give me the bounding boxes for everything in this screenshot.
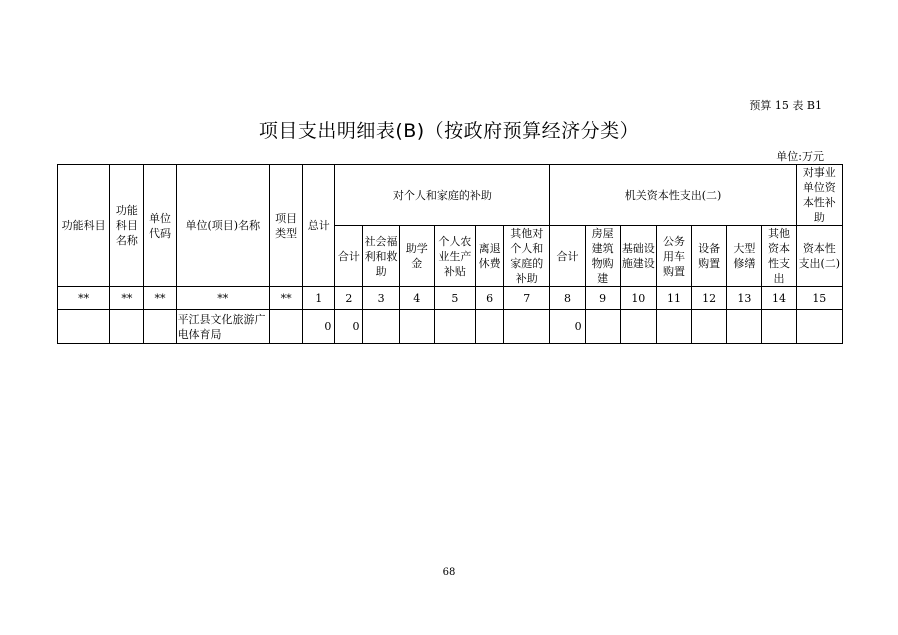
cell-empty xyxy=(727,310,762,344)
cell-empty xyxy=(399,310,434,344)
header-capital-total: 合计 xyxy=(550,226,585,287)
index-cell: 12 xyxy=(692,287,727,310)
index-cell: ** xyxy=(144,287,176,310)
header-household-scholarship: 助学金 xyxy=(399,226,434,287)
header-capital-group: 机关资本性支出(二) xyxy=(550,165,796,226)
header-household-agri: 个人农业生产补贴 xyxy=(434,226,475,287)
header-unit-name: 单位(项目)名称 xyxy=(176,165,269,287)
budget-table xyxy=(57,164,843,344)
cell-household-total: 0 xyxy=(335,310,363,344)
header-capital-building: 房屋建筑物购建 xyxy=(585,226,620,287)
header-capital-equipment: 设备购置 xyxy=(692,226,727,287)
cell-empty xyxy=(476,310,504,344)
index-cell: 11 xyxy=(656,287,691,310)
index-cell: 3 xyxy=(363,287,399,310)
index-cell: 10 xyxy=(620,287,656,310)
cell-func-name xyxy=(110,310,144,344)
index-cell: 7 xyxy=(504,287,550,310)
unit-label: 单位:万元 xyxy=(776,150,824,163)
header-proj-type: 项目类型 xyxy=(270,165,303,287)
table-row xyxy=(58,310,843,344)
cell-func-subject xyxy=(58,310,110,344)
cell-proj-type xyxy=(270,310,303,344)
index-cell: 6 xyxy=(476,287,504,310)
index-cell: 4 xyxy=(399,287,434,310)
index-cell: 9 xyxy=(585,287,620,310)
header-func-name: 功能科目名称 xyxy=(110,165,144,287)
index-cell: ** xyxy=(270,287,303,310)
index-cell: 2 xyxy=(335,287,363,310)
cell-empty xyxy=(434,310,475,344)
cell-empty xyxy=(363,310,399,344)
cell-empty xyxy=(504,310,550,344)
cell-unit-code xyxy=(144,310,176,344)
cell-total: 0 xyxy=(303,310,335,344)
cell-empty xyxy=(762,310,796,344)
header-household-retire: 离退休费 xyxy=(476,226,504,287)
index-cell: ** xyxy=(176,287,269,310)
index-cell: ** xyxy=(110,287,144,310)
cell-empty xyxy=(796,310,842,344)
header-capital-other: 其他资本性支出 xyxy=(762,226,796,287)
header-household-total: 合计 xyxy=(335,226,363,287)
page-number: 68 xyxy=(442,567,456,578)
index-cell: 15 xyxy=(796,287,842,310)
cell-capital-total: 0 xyxy=(550,310,585,344)
header-func-subject: 功能科目 xyxy=(58,165,110,287)
cell-empty xyxy=(585,310,620,344)
header-household-group: 对个人和家庭的补助 xyxy=(335,165,550,226)
header-household-other: 其他对个人和家庭的补助 xyxy=(504,226,550,287)
index-cell: 13 xyxy=(727,287,762,310)
header-enterprise-sub: 资本性支出(二) xyxy=(796,226,842,287)
index-cell: 5 xyxy=(434,287,475,310)
cell-empty xyxy=(620,310,656,344)
header-capital-repair: 大型修缮 xyxy=(727,226,762,287)
index-cell: 8 xyxy=(550,287,585,310)
index-cell: ** xyxy=(58,287,110,310)
index-cell: 14 xyxy=(762,287,796,310)
header-total: 总计 xyxy=(303,165,335,287)
header-capital-vehicle: 公务用车购置 xyxy=(656,226,691,287)
header-household-welfare: 社会福利和救助 xyxy=(363,226,399,287)
cell-empty xyxy=(656,310,691,344)
header-capital-infra: 基础设施建设 xyxy=(620,226,656,287)
table-code: 预算 15 表 B1 xyxy=(749,99,822,112)
header-unit-code: 单位代码 xyxy=(144,165,176,287)
header-enterprise-group: 对事业单位资本性补助 xyxy=(796,165,842,226)
index-cell: 1 xyxy=(303,287,335,310)
cell-empty xyxy=(692,310,727,344)
cell-unit-name: 平江县文化旅游广电体育局 xyxy=(176,310,269,344)
page-title: 项目支出明细表(B)（按政府预算经济分类） xyxy=(258,120,640,142)
